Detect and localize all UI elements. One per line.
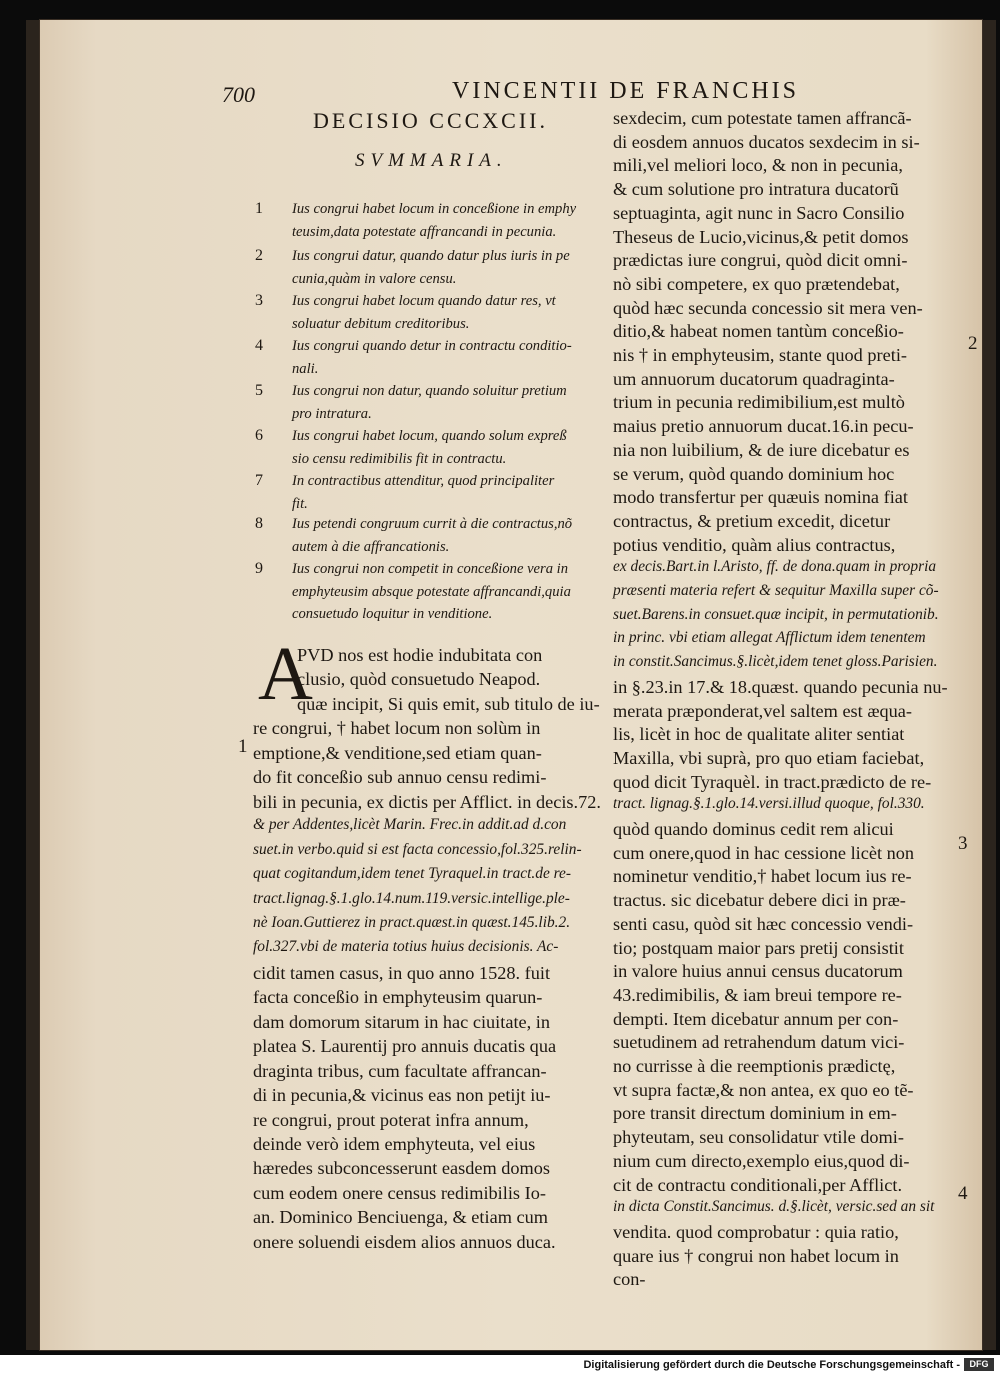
text-line: suet.Barens.in consuet.quæ incipit, in permutationib. (613, 605, 939, 623)
summaria-heading: SVMMARIA. (355, 150, 508, 171)
text-line: senti casu, quòd sit hæc concessio vendi- (613, 913, 914, 934)
text-line: nia non luibilium, & de iure dicebatur es (613, 439, 910, 460)
summary-line: emphyteusim absque potestate affrancandi,quia (292, 583, 571, 600)
book-edge-left (26, 20, 40, 1350)
text-line: re congrui, prout poterat infra annum, (253, 1109, 529, 1130)
margin-number: 1 (238, 736, 248, 757)
text-line: merata præponderat,vel saltem est æqua- (613, 700, 912, 721)
margin-number: 4 (958, 1183, 968, 1204)
summary-number: 8 (255, 515, 263, 532)
text-line: in princ. vbi etiam allegat Afflictum idem tenentem (613, 629, 926, 647)
text-line: nominetur venditio,† habet locum ius re- (613, 866, 912, 887)
text-line: cum eodem onere census redimibilis Io- (253, 1182, 546, 1203)
summary-item (255, 335, 605, 380)
text-line: clusio, quòd consuetudo Neapod. (297, 669, 541, 690)
summary-line: Ius congrui quando detur in contractu conditio- (292, 338, 572, 354)
summary-line: fit. (292, 495, 308, 512)
summary-line: nali. (292, 360, 319, 377)
text-line: nium cum directo,exemplo eius,quod di- (613, 1150, 910, 1171)
running-head: VINCENTII DE FRANCHIS (452, 78, 799, 104)
summary-line: pro intratura. (292, 405, 372, 422)
summary-line: cunia,quàm in valore censu. (292, 270, 457, 287)
summary-number: 3 (255, 292, 263, 309)
text-line: Maxilla, vbi suprà, pro quo etiam faciebat, (613, 747, 925, 768)
text-line: prædictas iure congrui, quòd dicit omni- (613, 250, 908, 271)
text-line: Theseus de Lucio,vicinus,& petit domos (613, 226, 909, 247)
text-line: tractus. sic dicebatur debere dici in præ- (613, 890, 906, 911)
summary-item (255, 198, 605, 243)
text-line: do fit conceßio sub annuo censu redimi- (253, 767, 547, 788)
footer-bar (0, 1355, 1000, 1375)
summary-line: Ius congrui non datur, quando soluitur pretium (292, 383, 567, 399)
text-line: & cum solutione pro intratura ducatorũ (613, 179, 899, 200)
text-line: lis, licèt in hoc de qualitate aliter sentiat (613, 724, 905, 745)
text-line: in dicta Constit.Sancimus. d.§.licèt, versic.sed an sit (613, 1198, 935, 1216)
text-line: PVD nos est hodie indubitata con (297, 645, 543, 665)
text-line: re congrui, † habet locum non solùm in (253, 718, 541, 739)
text-line: emptione,& venditione,sed etiam quan- (253, 742, 542, 763)
text-line: di in pecunia,& vicinus eas non petijt iu- (253, 1085, 551, 1106)
text-line: tio; postquam maior pars pretij consistit (613, 937, 904, 958)
page-number: 700 (222, 82, 255, 107)
text-line: hæredes subconcesserunt easdem domos (253, 1158, 550, 1179)
text-line: quod dicit Tyraquèl. in tract.prædicto de re- (613, 771, 932, 792)
text-line: trium in pecunia redimibilium,est multò (613, 392, 905, 413)
text-line: se verum, quòd quando dominium hoc (613, 463, 895, 484)
text-line: quòd quando dominus cedit rem alicui (613, 819, 894, 839)
summary-item (255, 290, 605, 335)
summary-number: 5 (255, 382, 263, 399)
text-line: septuaginta, agit nunc in Sacro Consilio (613, 202, 905, 223)
text-line: suet.in verbo.quid si est facta concessio,fol.325.relin- (253, 840, 582, 858)
text-line: præsenti materia refert & sequitur Maxilla super cõ- (613, 582, 939, 599)
margin-number: 2 (968, 333, 978, 354)
summary-line: Ius congrui habet locum in conceßione in emphy (292, 201, 577, 217)
text-line: potius venditio, quàm alius contractus, (613, 534, 896, 555)
book-edge-right (982, 20, 996, 1350)
summary-item (255, 425, 605, 470)
text-line: platea S. Laurentij pro annuis ducatis qua (253, 1036, 557, 1057)
text-line: 43.redimibilis, & iam breui tempore re- (613, 984, 902, 1005)
text-line: vendita. quod comprobatur : quia ratio, (613, 1221, 899, 1242)
text-line: pore transit directum dominium in em- (613, 1103, 897, 1124)
text-line: um annuorum ducatorum quadraginta- (613, 368, 895, 389)
text-line: contractus, & pretium excedit, dicetur (613, 510, 891, 531)
summary-number: 9 (255, 560, 263, 577)
summary-line: teusim,data potestate affrancandi in pecunia. (292, 223, 557, 240)
text-line: phyteutam, seu consolidatur vtile domi- (613, 1127, 904, 1148)
summary-line: sio censu redimibilis fit in contractu. (292, 450, 507, 467)
text-line: facta conceßio in emphyteusim quarun- (253, 987, 543, 1008)
text-line: vt supra factæ,& non antea, ex quo eo tẽ- (613, 1079, 914, 1100)
text-line: nò sibi competere, ex quo prætendebat, (613, 273, 900, 294)
funding-credit: Digitalisierung gefördert durch die Deutsche Forschungsgemeinschaft - (583, 1359, 960, 1371)
margin-number: 3 (958, 833, 968, 854)
text-line: suetudinem ad retrahendum datum vici- (613, 1032, 905, 1053)
text-line: quare ius † congrui non habet locum in (613, 1245, 899, 1266)
text-line: bili in pecunia, ex dictis per Afflict. in decis.72. (253, 791, 601, 812)
text-line: ditio,& habeat nomen tantùm conceßio- (613, 321, 904, 342)
text-line: an. Dominico Benciuenga, & etiam cum (253, 1207, 548, 1228)
text-line: no currisse à die reemptionis prædictę, (613, 1056, 896, 1076)
text-line: maius pretio annuorum ducat.16.in pecu- (613, 416, 914, 437)
decision-title: DECISIO CCCXCII. (313, 108, 549, 133)
dfg-logo: DFG (964, 1358, 994, 1371)
summary-item (255, 245, 605, 290)
text-line: in constit.Sancimus.§.licèt,idem tenet gloss.Parisien. (613, 653, 938, 671)
text-line: nè Ioan.Guttierez in pract.quæst.in quæst.145.lib.2. (253, 913, 571, 931)
summary-line: Ius congrui datur, quando datur plus iuris in pe (292, 248, 570, 264)
summary-line: autem à die affrancationis. (292, 538, 450, 555)
summary-number: 2 (255, 247, 263, 264)
text-line: deinde verò idem emphyteuta, vel eius (253, 1134, 536, 1154)
summary-line: Ius congrui habet locum quando datur res, vt (292, 293, 556, 309)
text-line: onere soluendi eisdem alios annuos duca. (253, 1231, 556, 1252)
text-line: tract. lignag.§.1.glo.14.versi.illud quoque, fol.330. (613, 795, 925, 813)
text-line: draginta tribus, cum facultate affrancan- (253, 1060, 547, 1081)
summary-line: Ius petendi congruum currit à die contractus,nõ (292, 516, 573, 532)
text-line: dempti. Item dicebatur annum per con- (613, 1008, 899, 1029)
text-line: ex decis.Bart.in l.Aristo, ff. de dona.quam in propria (613, 558, 937, 576)
text-line: in valore huius annui census ducatorum (613, 961, 903, 982)
summary-number: 4 (255, 337, 263, 354)
summary-line: Ius congrui habet locum, quando solum expreß (292, 428, 567, 444)
text-line: & per Addentes,licèt Marin. Frec.in addit.ad d.con (253, 816, 567, 834)
summary-number: 7 (255, 472, 263, 489)
text-line: quæ incipit, Si quis emit, sub titulo de iu- (297, 693, 600, 714)
summary-line: soluatur debitum creditoribus. (292, 315, 470, 332)
text-line: di eosdem annuos ducatos sexdecim in si- (613, 131, 920, 152)
text-line: cum onere,quod in hac cessione licèt non (613, 842, 915, 863)
summary-number: 6 (255, 427, 263, 444)
summary-item (255, 513, 605, 558)
text-line: in §.23.in 17.& 18.quæst. quando pecunia nu- (613, 676, 948, 697)
text-line: cidit tamen casus, in quo anno 1528. fuit (253, 962, 551, 983)
summary-line: In contractibus attenditur, quod principaliter (292, 473, 555, 489)
text-line: quat cogitandum,idem tenet Tyraquel.in tract.de re- (253, 865, 572, 883)
summary-number: 1 (255, 200, 263, 217)
text-line: modo transfertur per quæuis nomina fiat (613, 487, 908, 508)
text-line: cit de contractu conditionali,per Afflict. (613, 1174, 903, 1195)
summary-line: consuetudo loquitur in venditione. (292, 606, 493, 622)
summary-item (255, 558, 605, 626)
text-line: quòd hæc secunda concessio sit mera ven- (613, 297, 923, 318)
drop-cap: A (258, 632, 313, 716)
text-line: con- (613, 1269, 646, 1290)
summary-line: Ius congrui non competit in conceßione vera in (292, 561, 568, 577)
text-line: tract.lignag.§.1.glo.14.num.119.versic.intellige.ple- (253, 889, 570, 907)
text-line: mili,vel meliori loco, & non in pecunia, (613, 155, 903, 176)
summary-item (255, 470, 605, 515)
text-line: sexdecim, cum potestate tamen affrancã- (613, 108, 912, 128)
text-line: fol.327.vbi de materia totius huius decisionis. Ac- (253, 938, 559, 956)
text-line: dam domorum sitarum in hac ciuitate, in (253, 1011, 550, 1032)
text-line: nis † in emphyteusim, stante quod preti- (613, 345, 907, 365)
summary-item (255, 380, 605, 425)
